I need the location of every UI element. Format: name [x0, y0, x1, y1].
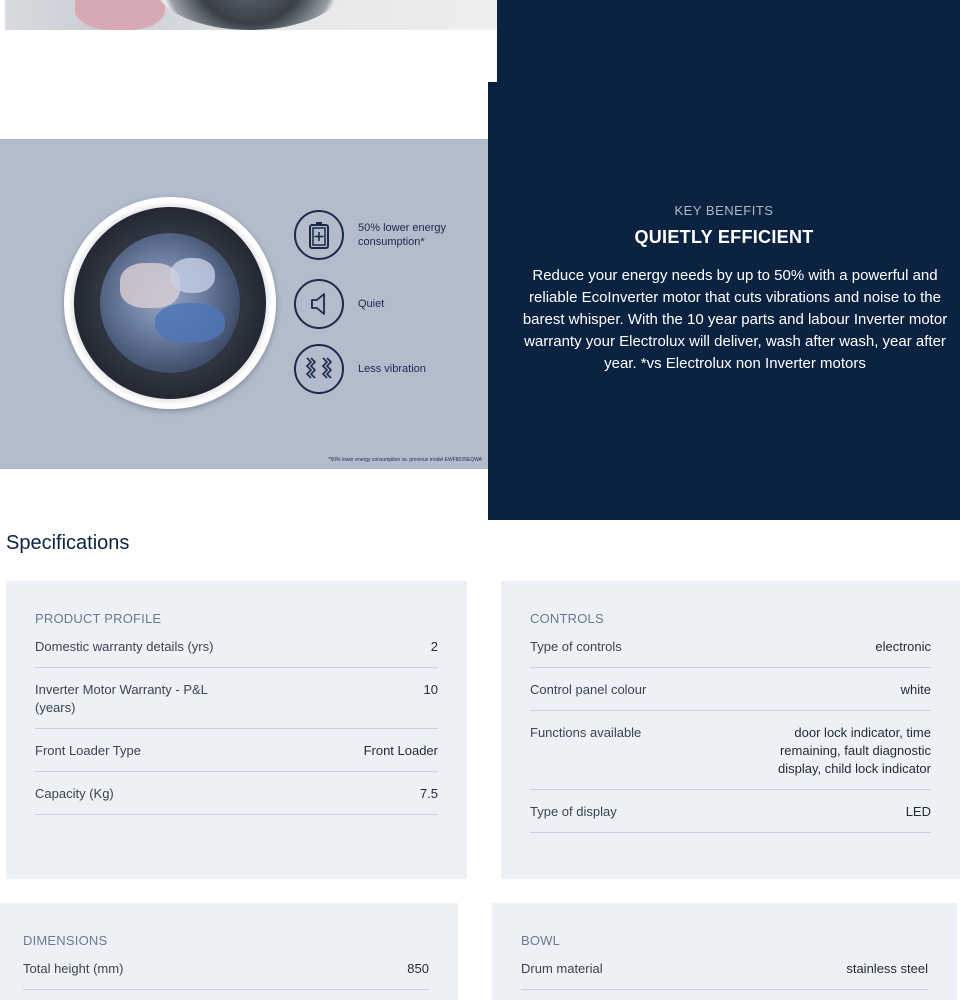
laundry-item: [170, 258, 215, 293]
spec-row: [530, 790, 931, 833]
speaker-icon: [294, 279, 344, 329]
spec-row: [35, 638, 438, 668]
benefit-label: Quiet: [358, 298, 385, 310]
spec-card-bowl: [492, 903, 957, 1000]
spec-label: Control panel colour: [530, 682, 647, 697]
washer-drum-image: [155, 0, 345, 30]
spec-label: Type of display: [530, 804, 617, 819]
spec-value: 850: [407, 961, 429, 976]
spec-value: white: [900, 682, 931, 697]
spec-label: Total height (mm): [23, 961, 124, 976]
spec-row: [530, 711, 931, 790]
vibration-icon: [294, 344, 344, 394]
washing-machine-door-image: [64, 197, 276, 409]
spec-value: 10: [423, 682, 438, 697]
spec-row: [530, 638, 931, 668]
spec-row: [521, 960, 928, 990]
feature-image: [0, 139, 488, 469]
benefit-quiet: [294, 279, 488, 329]
spec-value: electronic: [875, 639, 931, 654]
washer-door: [74, 207, 266, 399]
laundry-item: [155, 303, 225, 343]
spec-label: Domestic warranty details (yrs): [35, 639, 214, 654]
key-benefits-title: QUIETLY EFFICIENT: [634, 227, 814, 247]
spec-card-product-profile: [6, 581, 467, 879]
spec-row: [35, 772, 438, 815]
spec-value: 7.5: [419, 786, 438, 801]
spec-card-title: CONTROLS: [530, 611, 604, 626]
benefit-energy: [294, 210, 488, 260]
benefit-label: 50% lower energy consumption*: [358, 222, 447, 248]
spec-label: Drum material: [521, 961, 603, 976]
laundry-image: [75, 0, 165, 30]
benefit-label: Less vibration: [358, 363, 426, 375]
spec-label: Functions available: [530, 725, 642, 740]
spec-row: [35, 668, 438, 729]
spec-card-title: DIMENSIONS: [23, 933, 108, 948]
key-benefits-eyebrow: KEY BENEFITS: [674, 203, 774, 218]
spec-row: [35, 729, 438, 772]
specifications-heading: Specifications: [6, 532, 130, 554]
spec-label: Type of controls: [530, 639, 622, 654]
spec-card-title: PRODUCT PROFILE: [35, 611, 162, 626]
benefit-vibration: [294, 344, 488, 394]
spec-value: stainless steel: [846, 961, 928, 976]
battery-icon: [294, 210, 344, 260]
spec-card-title: BOWL: [521, 933, 561, 948]
spec-row: [530, 668, 931, 711]
spec-card-dimensions: [0, 903, 458, 1000]
spec-value: door lock indicator, time remaining, fault diagnostic display, child lock indicator: [778, 725, 931, 776]
spec-card-controls: [501, 581, 960, 879]
navy-panel-top: [497, 0, 960, 82]
washer-glass: [100, 233, 240, 373]
spec-label: Front Loader Type: [35, 743, 141, 758]
feature-footnote: *50% lower energy consumption vs. previous model EWF8025EQWA: [328, 457, 482, 463]
spec-value: LED: [905, 804, 931, 819]
product-photo-top: [5, 0, 497, 30]
spec-value: 2: [430, 639, 438, 654]
spec-row: [23, 960, 429, 990]
key-benefits-panel: [488, 82, 960, 520]
key-benefits-body: Reduce your energy needs by up to 50% with a powerful and reliable EcoInverter motor that cuts vibrations and noise to the barest whisper. With the 10 year parts and labour Inverter motor warranty your Electrolux will deliver, wash after wash, year after year. *vs Electrolux non Inverter motors: [522, 267, 948, 372]
spec-label: Capacity (Kg): [35, 786, 114, 801]
spec-value: Front Loader: [363, 743, 438, 758]
spec-label: Inverter Motor Warranty - P&L (years): [35, 682, 208, 715]
